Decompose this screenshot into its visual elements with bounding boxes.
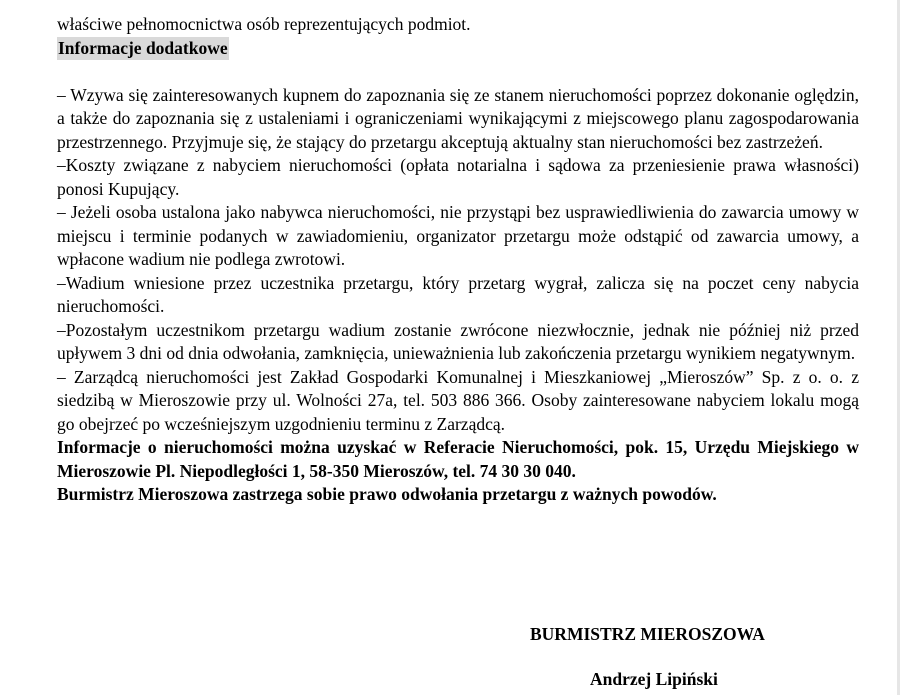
paragraph-inspection: – Wzywa się zainteresowanych kupnem do zapoznania się ze stanem nieruchomości poprzez dokonanie oględzin, a także do zapoznania się z ustaleniami i ograniczeniami wynikającymi z miejscowego planu zagospodarowania przestrzennego. Przyjmuje się, że stający do przetargu akceptują aktualny stan nieruchomości bez zastrzeżeń. — [57, 84, 859, 152]
blank-line — [57, 60, 859, 84]
paragraph-buyer-default: – Jeżeli osoba ustalona jako nabywca nieruchomości, nie przystąpi bez usprawiedliwienia do zawarcia umowy w miejscu i terminie podanych w zawiadomieniu, organizator przetargu może odstąpić od zawarcia umowy, a wpłacone wadium nie podlega zwrotowi. — [57, 202, 859, 269]
paragraph-costs: –Koszty związane z nabyciem nieruchomości (opłata notarialna i sądowa za przeniesienie prawa własności) ponosi Kupujący. — [57, 155, 859, 199]
signature-name: Andrzej Lipiński — [590, 669, 718, 689]
document-body — [57, 13, 859, 507]
paragraph-administrator: – Zarządcą nieruchomości jest Zakład Gospodarki Komunalnej i Mieszkaniowej „Mieroszów” Sp. z o. o. z siedzibą w Mieroszowie przy ul. Wolności 27a, tel. 503 886 366. Osoby zainteresowane nabyciem lokalu mogą go obejrzeć po wcześniejszym uzgodnieniu terminu z Zarządcą. — [57, 366, 859, 434]
section-heading: Informacje dodatkowe — [57, 37, 229, 61]
paragraph-deposit-return: –Pozostałym uczestnikom przetargu wadium zostanie zwrócone niezwłocznie, jednak nie później niż przed upływem 3 dni od dnia odwołania, zamknięcia, unieważnienia lub zakończenia przetargu wynikiem negatywnym. — [57, 319, 859, 363]
signature-title: BURMISTRZ MIEROSZOWA — [530, 624, 765, 644]
paragraph-deposit-winner: –Wadium wniesione przez uczestnika przetargu, który przetarg wygrał, zalicza się na poczet ceny nabycia nieruchomości. — [57, 272, 859, 316]
paragraph-contact-info: Informacje o nieruchomości można uzyskać w Referacie Nieruchomości, pok. 15, Urzędu Miejskiego w Mieroszowie Pl. Niepodległości 1, 58-350 Mieroszów, tel. 74 30 30 040. — [57, 437, 859, 481]
paragraph-cancellation-right: Burmistrz Mieroszowa zastrzega sobie prawo odwołania przetargu z ważnych powodów. — [57, 484, 717, 504]
top-line: właściwe pełnomocnictwa osób reprezentujących podmiot. — [57, 14, 471, 34]
